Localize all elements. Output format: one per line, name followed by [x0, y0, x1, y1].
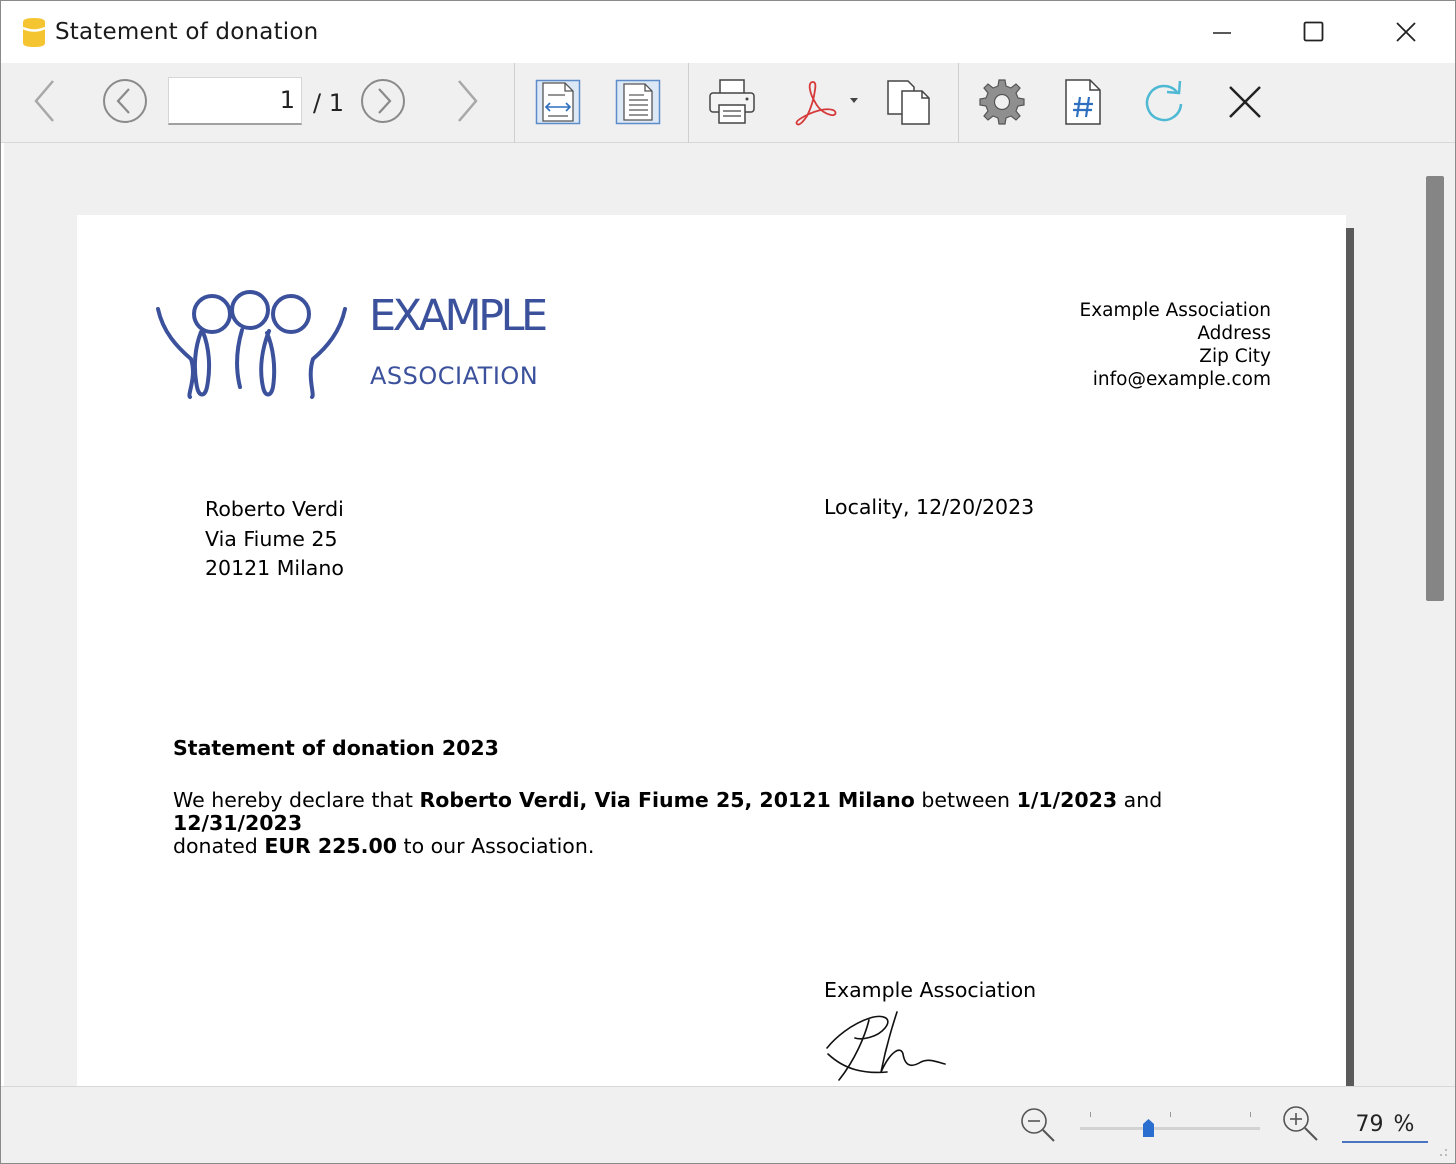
declaration-donated: donated: [173, 834, 258, 858]
print-button[interactable]: [706, 77, 758, 127]
recipient-name: Roberto Verdi: [205, 497, 344, 521]
zoom-slider[interactable]: [1080, 1118, 1260, 1138]
toolbar-separator: [688, 63, 689, 143]
sender-name: Example Association: [1079, 300, 1271, 321]
close-icon: [1225, 82, 1265, 122]
recipient-city: 20121 Milano: [205, 556, 344, 580]
zoom-tick: [1090, 1112, 1091, 1117]
page-number-input[interactable]: 1: [168, 77, 302, 125]
zoom-out-button[interactable]: [1018, 1105, 1058, 1145]
print-icon: [707, 78, 757, 126]
back-icon: [31, 79, 61, 123]
logo-subtitle: ASSOCIATION: [370, 362, 539, 390]
zoom-in-button[interactable]: [1280, 1103, 1322, 1145]
next-page-icon: [360, 78, 406, 124]
zoom-value: 79: [1355, 1111, 1384, 1137]
toolbar-separator: [514, 63, 515, 143]
forward-icon: [451, 79, 481, 123]
signature-organization: Example Association: [824, 978, 1037, 1002]
vertical-scrollbar[interactable]: [1417, 143, 1455, 1086]
date-line: Locality, 12/20/2023: [824, 495, 1035, 519]
previous-page-button[interactable]: [101, 77, 149, 125]
close-window-icon: [1394, 20, 1418, 44]
settings-icon: [977, 77, 1027, 127]
sender-block: [1080, 299, 1271, 391]
zoom-slider-track: [1080, 1127, 1260, 1130]
close-window-button[interactable]: [1361, 1, 1451, 63]
scrollbar-thumb[interactable]: [1426, 176, 1444, 601]
association-logo-icon: [155, 287, 355, 402]
refresh-button[interactable]: [1138, 77, 1188, 127]
app-icon: [21, 16, 47, 48]
sender-city: Zip City: [1199, 346, 1271, 367]
page-numbering-icon: [1063, 78, 1103, 126]
maximize-icon: [1302, 20, 1326, 44]
period-start: 1/1/2023: [1016, 788, 1118, 812]
pdf-export-button[interactable]: [788, 77, 862, 127]
refresh-icon: [1139, 78, 1187, 126]
resize-grip-icon[interactable]: [1437, 1147, 1449, 1159]
signature-image: [825, 1010, 950, 1085]
copy-icon: [884, 78, 934, 126]
back-button[interactable]: [23, 77, 69, 125]
forward-button[interactable]: [443, 77, 489, 125]
zoom-bar: [1, 1086, 1455, 1163]
declaration-and: and: [1123, 788, 1163, 812]
toolbar-separator: [958, 63, 959, 143]
copy-button[interactable]: [882, 77, 936, 127]
recipient-street: Via Fiume 25: [205, 526, 338, 551]
page-total: / 1: [313, 89, 344, 117]
fit-width-icon: [535, 79, 581, 125]
settings-button[interactable]: [976, 77, 1028, 127]
declaration-closing: to our Association.: [403, 834, 595, 858]
toolbar: [1, 63, 1455, 143]
title-bar: [1, 1, 1455, 63]
zoom-out-icon: [1019, 1106, 1057, 1144]
zoom-tick: [1250, 1112, 1251, 1117]
fit-page-button[interactable]: [614, 79, 662, 125]
maximize-button[interactable]: [1269, 1, 1359, 63]
minimize-button[interactable]: [1177, 1, 1267, 63]
close-preview-button[interactable]: [1221, 77, 1269, 127]
sender-address: Address: [1197, 323, 1271, 344]
logo-title: EXAMPLE: [369, 291, 545, 341]
declaration-between: between: [921, 788, 1011, 812]
document-page: [77, 215, 1346, 1086]
minimize-icon: [1211, 21, 1233, 43]
pdf-icon: [789, 78, 861, 126]
previous-page-icon: [102, 78, 148, 124]
donor-details: Roberto Verdi, Via Fiume 25, 20121 Milano: [419, 788, 915, 812]
recipient-block: [205, 495, 344, 584]
fit-page-icon: [615, 79, 661, 125]
zoom-level-input[interactable]: [1342, 1107, 1428, 1143]
sender-email: info@example.com: [1092, 369, 1271, 390]
declaration-intro: We hereby declare that: [173, 788, 413, 812]
zoom-slider-thumb[interactable]: [1142, 1118, 1155, 1138]
document-heading: Statement of donation 2023: [173, 736, 499, 760]
page-numbering-button[interactable]: [1060, 77, 1106, 127]
fit-width-button[interactable]: [534, 79, 582, 125]
window-title: Statement of donation: [55, 19, 319, 45]
next-page-button[interactable]: [359, 77, 407, 125]
donation-amount: EUR 225.00: [264, 834, 397, 858]
zoom-unit: %: [1393, 1111, 1415, 1137]
declaration-text: [173, 789, 1263, 858]
preview-area[interactable]: [4, 143, 1417, 1086]
zoom-in-icon: [1281, 1104, 1321, 1144]
zoom-tick: [1170, 1112, 1171, 1117]
period-end: 12/31/2023: [173, 811, 303, 835]
